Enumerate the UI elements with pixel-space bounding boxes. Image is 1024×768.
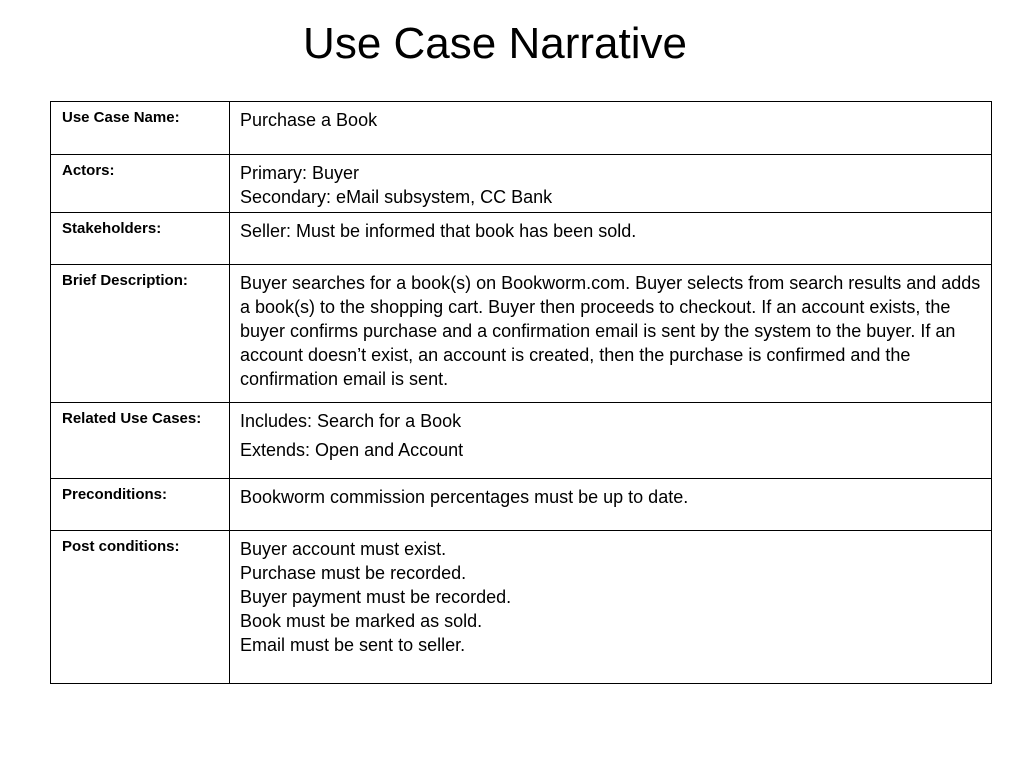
table-row-brief-description bbox=[51, 265, 992, 403]
row-label: Related Use Cases: bbox=[62, 410, 202, 427]
row-label-cell bbox=[51, 155, 230, 213]
row-value-cell bbox=[230, 265, 992, 403]
row-label-cell bbox=[51, 403, 230, 479]
post-condition-item: Buyer account must exist. bbox=[240, 539, 447, 559]
page-title: Use Case Narrative bbox=[303, 19, 687, 68]
use-case-table bbox=[50, 101, 992, 684]
post-condition-item: Buyer payment must be recorded. bbox=[240, 587, 512, 607]
table-row-use-case-name bbox=[51, 102, 992, 155]
row-value-cell bbox=[230, 403, 992, 479]
row-label: Post conditions: bbox=[62, 538, 180, 555]
row-value-cell bbox=[230, 479, 992, 531]
row-label: Stakeholders: bbox=[62, 220, 162, 237]
row-value-cell bbox=[230, 102, 992, 155]
includes-value: Includes: Search for a Book bbox=[240, 411, 462, 431]
stakeholders-value: Seller: Must be informed that book has been sold. bbox=[240, 221, 637, 241]
row-label: Brief Description: bbox=[62, 272, 188, 289]
table-row-preconditions bbox=[51, 479, 992, 531]
preconditions-value: Bookworm commission percentages must be up to date. bbox=[240, 487, 689, 507]
row-label-cell bbox=[51, 265, 230, 403]
table-row-post-conditions bbox=[51, 531, 992, 684]
brief-description-value: Buyer searches for a book(s) on Bookworm.com. Buyer selects from search results and adds a book(s) to the shopping cart. Buyer then proceeds to checkout. If an account exists, the buyer confirms purchase and a confirmation email is sent by the system to the buyer. If an account doesn’t exist, an account is created, then the purchase is confirmed and the confirmation email is sent. bbox=[240, 273, 981, 389]
row-value-cell bbox=[230, 155, 992, 213]
post-condition-item: Purchase must be recorded. bbox=[240, 563, 467, 583]
table-row-actors bbox=[51, 155, 992, 213]
use-case-name-value: Purchase a Book bbox=[240, 110, 378, 130]
primary-actor-value: Primary: Buyer bbox=[240, 163, 360, 183]
row-label-cell bbox=[51, 479, 230, 531]
post-condition-item: Email must be sent to seller. bbox=[240, 635, 466, 655]
secondary-actor-value: Secondary: eMail subsystem, CC Bank bbox=[240, 187, 553, 207]
table-row-stakeholders bbox=[51, 213, 992, 265]
extends-value: Extends: Open and Account bbox=[240, 440, 464, 460]
row-label-cell bbox=[51, 531, 230, 684]
row-label: Preconditions: bbox=[62, 486, 168, 503]
row-label-cell bbox=[51, 102, 230, 155]
row-label-cell bbox=[51, 213, 230, 265]
post-condition-item: Book must be marked as sold. bbox=[240, 611, 483, 631]
table-row-related-use-cases bbox=[51, 403, 992, 479]
row-value-cell bbox=[230, 213, 992, 265]
row-label: Actors: bbox=[62, 162, 115, 179]
row-label: Use Case Name: bbox=[62, 109, 180, 126]
row-value-cell bbox=[230, 531, 992, 684]
